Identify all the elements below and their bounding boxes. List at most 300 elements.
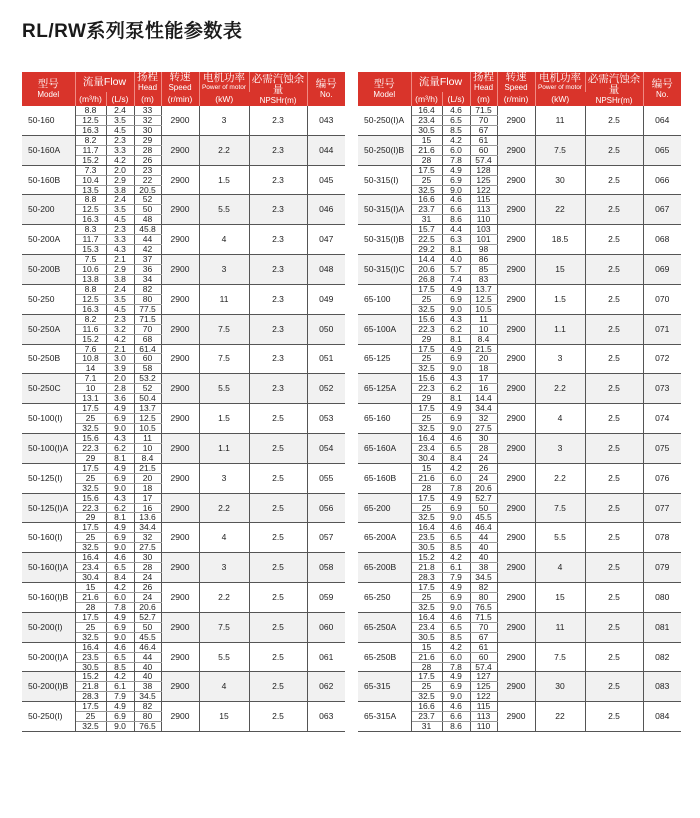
flow-ls-cell: 3.9 [106, 364, 134, 374]
flow-ls-cell: 6.9 [442, 682, 470, 692]
head-cell: 101 [470, 235, 497, 245]
flow-ls-cell: 6.2 [442, 384, 470, 394]
npsh-cell: 2.5 [249, 583, 307, 613]
number-cell: 062 [307, 672, 345, 702]
flow-m3h-cell: 32.5 [411, 602, 442, 612]
flow-m3h-cell: 12.5 [75, 294, 106, 304]
head-cell: 28 [134, 563, 161, 573]
flow-ls-cell: 3.8 [106, 274, 134, 284]
power-cell: 3 [199, 463, 249, 493]
model-cell: 50-250 [22, 284, 75, 314]
model-cell: 50-200 [22, 195, 75, 225]
flow-ls-cell: 6.9 [442, 354, 470, 364]
power-cell: 7.5 [199, 344, 249, 374]
flow-m3h-cell: 23.7 [411, 712, 442, 722]
model-cell: 65-315 [358, 672, 411, 702]
flow-ls-cell: 6.0 [442, 145, 470, 155]
speed-cell: 2900 [161, 583, 199, 613]
model-cell: 50-200B [22, 255, 75, 285]
flow-m3h-cell: 8.2 [75, 135, 106, 145]
flow-m3h-cell: 32.5 [411, 692, 442, 702]
head-cell: 13.7 [134, 404, 161, 414]
head-cell: 52.7 [470, 493, 497, 503]
speed-cell: 2900 [161, 493, 199, 523]
head-cell: 38 [134, 682, 161, 692]
flow-m3h-cell: 16.3 [75, 304, 106, 314]
head-cell: 8.4 [134, 453, 161, 463]
power-cell: 1.5 [199, 165, 249, 195]
table-row [22, 344, 345, 354]
flow-m3h-cell: 31 [411, 215, 442, 225]
table-row [358, 106, 681, 115]
flow-ls-cell: 4.9 [106, 612, 134, 622]
table-row [22, 523, 345, 533]
table-row [358, 135, 681, 145]
table-row [22, 255, 345, 265]
flow-ls-cell: 4.2 [106, 672, 134, 682]
flow-m3h-cell: 25 [75, 533, 106, 543]
npsh-cell: 2.5 [249, 553, 307, 583]
flow-m3h-cell: 15 [411, 135, 442, 145]
speed-cell: 2900 [161, 284, 199, 314]
power-cell: 15 [199, 702, 249, 732]
head-cell: 71.5 [470, 106, 497, 115]
flow-m3h-cell: 8.2 [75, 314, 106, 324]
npsh-cell: 2.5 [249, 612, 307, 642]
head-cell: 113 [470, 712, 497, 722]
flow-ls-cell: 8.1 [442, 334, 470, 344]
npsh-cell: 2.5 [249, 523, 307, 553]
flow-ls-cell: 4.9 [106, 463, 134, 473]
npsh-cell: 2.5 [585, 135, 643, 165]
flow-m3h-cell: 10.8 [75, 354, 106, 364]
head-cell: 23 [134, 165, 161, 175]
table-row [22, 553, 345, 563]
head-cell: 98 [470, 245, 497, 255]
flow-m3h-cell: 25 [75, 712, 106, 722]
flow-m3h-cell: 22.3 [411, 324, 442, 334]
flow-m3h-cell: 16.4 [411, 612, 442, 622]
power-cell: 5.5 [199, 374, 249, 404]
model-cell: 50-160B [22, 165, 75, 195]
table-body-left [22, 106, 345, 732]
flow-ls-cell: 4.9 [442, 284, 470, 294]
flow-ls-cell: 4.5 [106, 304, 134, 314]
head-cell: 40 [134, 672, 161, 682]
head-cell: 122 [470, 185, 497, 195]
header-no: 编号 No. [643, 72, 681, 106]
flow-m3h-cell: 16.4 [411, 433, 442, 443]
header-head: 扬程 Head [470, 72, 497, 92]
flow-m3h-cell: 22.5 [411, 235, 442, 245]
flow-m3h-cell: 15.3 [75, 245, 106, 255]
flow-m3h-cell: 32.5 [75, 632, 106, 642]
head-cell: 20 [134, 473, 161, 483]
head-cell: 67 [470, 125, 497, 135]
number-cell: 055 [307, 463, 345, 493]
flow-ls-cell: 6.5 [442, 533, 470, 543]
flow-ls-cell: 2.1 [106, 255, 134, 265]
number-cell: 070 [643, 284, 681, 314]
table-row [358, 374, 681, 384]
flow-ls-cell: 4.5 [106, 125, 134, 135]
flow-ls-cell: 7.9 [106, 692, 134, 702]
model-cell: 50-315(I)C [358, 255, 411, 285]
power-cell: 2.2 [535, 463, 585, 493]
speed-cell: 2900 [161, 225, 199, 255]
flow-ls-cell: 6.2 [106, 503, 134, 513]
flow-m3h-cell: 16.3 [75, 215, 106, 225]
speed-cell: 2900 [497, 463, 535, 493]
head-cell: 8.4 [470, 334, 497, 344]
model-cell: 50-125(I) [22, 463, 75, 493]
power-cell: 4 [199, 225, 249, 255]
flow-m3h-cell: 29 [75, 513, 106, 523]
flow-ls-cell: 3.3 [106, 235, 134, 245]
flow-m3h-cell: 15 [75, 583, 106, 593]
power-cell: 4 [199, 523, 249, 553]
speed-cell: 2900 [161, 702, 199, 732]
head-cell: 80 [134, 294, 161, 304]
table-row [358, 702, 681, 712]
speed-cell: 2900 [161, 642, 199, 672]
flow-ls-cell: 4.2 [106, 334, 134, 344]
flow-ls-cell: 6.9 [106, 473, 134, 483]
head-cell: 30 [134, 553, 161, 563]
number-cell: 072 [643, 344, 681, 374]
npsh-cell: 2.5 [585, 672, 643, 702]
flow-ls-cell: 9.0 [106, 543, 134, 553]
power-cell: 1.1 [199, 433, 249, 463]
flow-m3h-cell: 7.1 [75, 374, 106, 384]
npsh-cell: 2.3 [249, 225, 307, 255]
header-speed: 转速 Speed [161, 72, 199, 92]
number-cell: 052 [307, 374, 345, 404]
power-cell: 7.5 [199, 314, 249, 344]
flow-ls-cell: 9.0 [106, 483, 134, 493]
table-row [22, 404, 345, 414]
flow-m3h-cell: 30.5 [411, 632, 442, 642]
model-cell: 65-160 [358, 404, 411, 434]
flow-ls-cell: 6.9 [106, 712, 134, 722]
number-cell: 063 [307, 702, 345, 732]
power-cell: 30 [535, 165, 585, 195]
flow-m3h-cell: 28 [411, 483, 442, 493]
head-cell: 18 [134, 483, 161, 493]
flow-ls-cell: 2.3 [106, 135, 134, 145]
flow-ls-cell: 3.8 [106, 185, 134, 195]
number-cell: 060 [307, 612, 345, 642]
number-cell: 056 [307, 493, 345, 523]
flow-ls-cell: 6.1 [106, 682, 134, 692]
flow-m3h-cell: 16.6 [411, 702, 442, 712]
flow-m3h-cell: 29 [411, 394, 442, 404]
head-cell: 86 [470, 255, 497, 265]
power-cell: 11 [199, 284, 249, 314]
head-cell: 12.5 [134, 414, 161, 424]
head-cell: 50 [134, 622, 161, 632]
head-cell: 70 [470, 115, 497, 125]
head-cell: 20.5 [134, 185, 161, 195]
head-cell: 24 [470, 453, 497, 463]
npsh-cell: 2.5 [585, 642, 643, 672]
table-row [358, 553, 681, 563]
flow-m3h-cell: 25 [411, 175, 442, 185]
speed-cell: 2900 [497, 344, 535, 374]
flow-m3h-cell: 13.1 [75, 394, 106, 404]
head-cell: 44 [470, 533, 497, 543]
flow-m3h-cell: 17.5 [411, 404, 442, 414]
flow-m3h-cell: 25 [411, 592, 442, 602]
flow-ls-cell: 8.5 [106, 662, 134, 672]
flow-m3h-cell: 21.6 [411, 145, 442, 155]
head-cell: 50.4 [134, 394, 161, 404]
flow-ls-cell: 4.9 [106, 702, 134, 712]
head-cell: 128 [470, 165, 497, 175]
flow-m3h-cell: 14 [75, 364, 106, 374]
head-cell: 46.4 [470, 523, 497, 533]
speed-cell: 2900 [161, 106, 199, 135]
model-cell: 65-250B [358, 642, 411, 672]
head-cell: 71.5 [470, 612, 497, 622]
speed-cell: 2900 [497, 702, 535, 732]
number-cell: 053 [307, 404, 345, 434]
flow-m3h-cell: 15.2 [75, 334, 106, 344]
header-flow: 流量Flow [411, 72, 470, 92]
number-cell: 067 [643, 195, 681, 225]
number-cell: 075 [643, 433, 681, 463]
flow-ls-cell: 2.8 [106, 384, 134, 394]
flow-m3h-cell: 7.3 [75, 165, 106, 175]
head-cell: 57.4 [470, 662, 497, 672]
flow-ls-cell: 4.6 [442, 195, 470, 205]
table-row [22, 583, 345, 593]
head-cell: 67 [470, 632, 497, 642]
flow-ls-cell: 2.1 [106, 344, 134, 354]
flow-m3h-cell: 23.5 [75, 652, 106, 662]
table-row [358, 642, 681, 652]
head-cell: 17 [134, 493, 161, 503]
flow-m3h-cell: 7.6 [75, 344, 106, 354]
header-npsh: 必需汽蚀余量 NPSHr(m) [249, 72, 307, 106]
head-cell: 52 [134, 384, 161, 394]
head-cell: 22 [134, 175, 161, 185]
flow-ls-cell: 8.5 [442, 632, 470, 642]
flow-m3h-cell: 15.6 [75, 493, 106, 503]
model-cell: 50-200(I)A [22, 642, 75, 672]
head-cell: 26 [134, 583, 161, 593]
table-row [358, 612, 681, 622]
head-cell: 80 [134, 712, 161, 722]
flow-ls-cell: 6.0 [442, 473, 470, 483]
head-cell: 34 [134, 274, 161, 284]
head-cell: 13.6 [134, 513, 161, 523]
npsh-cell: 2.3 [249, 106, 307, 135]
table-row [22, 314, 345, 324]
table-row [22, 433, 345, 443]
header-flow: 流量Flow [75, 72, 134, 92]
speed-cell: 2900 [161, 344, 199, 374]
number-cell: 059 [307, 583, 345, 613]
flow-ls-cell: 3.2 [106, 324, 134, 334]
flow-ls-cell: 2.4 [106, 106, 134, 115]
flow-ls-cell: 6.6 [442, 205, 470, 215]
flow-m3h-cell: 26.8 [411, 274, 442, 284]
flow-ls-cell: 4.2 [442, 463, 470, 473]
flow-m3h-cell: 32.5 [411, 304, 442, 314]
table-row [358, 404, 681, 414]
head-cell: 40 [470, 543, 497, 553]
speed-cell: 2900 [497, 553, 535, 583]
flow-ls-cell: 2.0 [106, 374, 134, 384]
flow-m3h-cell: 17.5 [75, 702, 106, 712]
flow-m3h-cell: 16.6 [411, 195, 442, 205]
head-cell: 82 [134, 702, 161, 712]
head-cell: 10.5 [470, 304, 497, 314]
table-row [358, 463, 681, 473]
head-cell: 14.4 [470, 394, 497, 404]
flow-ls-cell: 6.1 [442, 563, 470, 573]
flow-m3h-cell: 17.5 [411, 284, 442, 294]
flow-ls-cell: 3.5 [106, 115, 134, 125]
npsh-cell: 2.5 [585, 493, 643, 523]
flow-ls-cell: 9.0 [442, 513, 470, 523]
table-row [358, 165, 681, 175]
model-cell: 65-250A [358, 612, 411, 642]
flow-ls-cell: 4.9 [106, 404, 134, 414]
flow-ls-cell: 6.9 [442, 414, 470, 424]
flow-ls-cell: 4.2 [106, 155, 134, 165]
model-cell: 65-250 [358, 583, 411, 613]
number-cell: 043 [307, 106, 345, 135]
table-row [358, 672, 681, 682]
speed-cell: 2900 [497, 374, 535, 404]
flow-m3h-cell: 28 [411, 155, 442, 165]
flow-ls-cell: 3.3 [106, 145, 134, 155]
head-cell: 127 [470, 672, 497, 682]
head-cell: 76.5 [470, 602, 497, 612]
flow-m3h-cell: 14.4 [411, 255, 442, 265]
npsh-cell: 2.5 [585, 106, 643, 135]
flow-ls-cell: 6.5 [106, 563, 134, 573]
flow-m3h-cell: 32.5 [411, 424, 442, 434]
flow-m3h-cell: 16.4 [411, 523, 442, 533]
flow-m3h-cell: 10.6 [75, 265, 106, 275]
flow-ls-cell: 8.1 [106, 513, 134, 523]
table-row [22, 672, 345, 682]
head-cell: 82 [470, 583, 497, 593]
speed-cell: 2900 [497, 523, 535, 553]
flow-m3h-cell: 17.5 [411, 344, 442, 354]
number-cell: 080 [643, 583, 681, 613]
number-cell: 078 [643, 523, 681, 553]
model-cell: 50-250C [22, 374, 75, 404]
head-cell: 53.2 [134, 374, 161, 384]
power-cell: 7.5 [535, 642, 585, 672]
speed-cell: 2900 [497, 612, 535, 642]
flow-ls-cell: 6.9 [442, 294, 470, 304]
header-speed-unit: (r/min) [161, 92, 199, 106]
flow-ls-cell: 2.9 [106, 175, 134, 185]
flow-ls-cell: 6.2 [106, 443, 134, 453]
flow-ls-cell: 8.1 [442, 394, 470, 404]
head-cell: 16 [470, 384, 497, 394]
table-row [22, 165, 345, 175]
number-cell: 065 [643, 135, 681, 165]
head-cell: 44 [134, 235, 161, 245]
head-cell: 38 [470, 563, 497, 573]
power-cell: 7.5 [535, 135, 585, 165]
power-cell: 2.2 [199, 493, 249, 523]
flow-ls-cell: 7.8 [442, 662, 470, 672]
head-cell: 42 [134, 245, 161, 255]
power-cell: 22 [535, 702, 585, 732]
table-row [358, 195, 681, 205]
header-flow-ls: (L/s) [442, 92, 470, 106]
number-cell: 054 [307, 433, 345, 463]
speed-cell: 2900 [161, 404, 199, 434]
flow-ls-cell: 2.4 [106, 284, 134, 294]
model-cell: 50-250(I)A [358, 106, 411, 135]
flow-m3h-cell: 20.6 [411, 265, 442, 275]
flow-ls-cell: 4.3 [106, 493, 134, 503]
head-cell: 44 [134, 652, 161, 662]
table-row [358, 493, 681, 503]
number-cell: 064 [643, 106, 681, 135]
flow-m3h-cell: 21.6 [75, 592, 106, 602]
number-cell: 048 [307, 255, 345, 285]
flow-m3h-cell: 13.5 [75, 185, 106, 195]
flow-m3h-cell: 28 [411, 662, 442, 672]
flow-m3h-cell: 28.3 [411, 573, 442, 583]
flow-m3h-cell: 32.5 [75, 483, 106, 493]
header-head-unit: (m) [470, 92, 497, 106]
table-row [22, 225, 345, 235]
head-cell: 46.4 [134, 642, 161, 652]
model-cell: 50-250B [22, 344, 75, 374]
head-cell: 103 [470, 225, 497, 235]
flow-m3h-cell: 17.5 [411, 672, 442, 682]
flow-m3h-cell: 22.3 [411, 384, 442, 394]
flow-m3h-cell: 22.3 [75, 503, 106, 513]
flow-m3h-cell: 10 [75, 384, 106, 394]
npsh-cell: 2.5 [585, 612, 643, 642]
head-cell: 115 [470, 702, 497, 712]
flow-m3h-cell: 10.4 [75, 175, 106, 185]
head-cell: 10 [134, 443, 161, 453]
flow-ls-cell: 9.0 [106, 722, 134, 732]
power-cell: 2.2 [199, 583, 249, 613]
head-cell: 34.5 [134, 692, 161, 702]
flow-ls-cell: 8.5 [442, 125, 470, 135]
flow-ls-cell: 4.2 [442, 553, 470, 563]
header-power: 电机功率 Power of motor [535, 72, 585, 92]
flow-ls-cell: 4.3 [106, 433, 134, 443]
head-cell: 77.5 [134, 304, 161, 314]
flow-m3h-cell: 25 [411, 503, 442, 513]
npsh-cell: 2.5 [585, 553, 643, 583]
head-cell: 125 [470, 682, 497, 692]
head-cell: 48 [134, 215, 161, 225]
head-cell: 11 [134, 433, 161, 443]
flow-m3h-cell: 23.4 [411, 443, 442, 453]
power-cell: 3 [199, 106, 249, 135]
flow-ls-cell: 3.6 [106, 394, 134, 404]
head-cell: 27.5 [470, 424, 497, 434]
model-cell: 65-125 [358, 344, 411, 374]
head-cell: 29 [134, 135, 161, 145]
power-cell: 5.5 [199, 195, 249, 225]
